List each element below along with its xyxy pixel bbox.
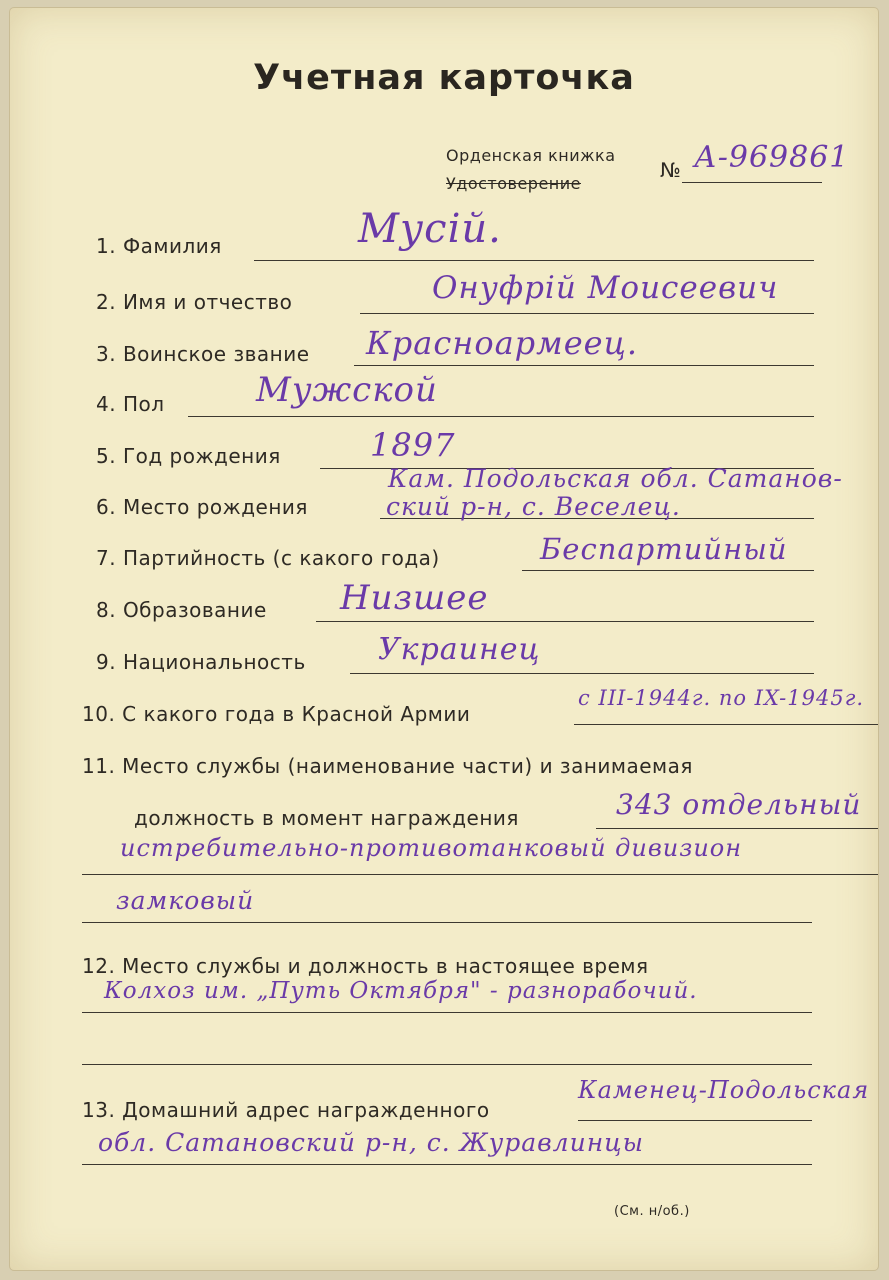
number-underline [682,182,822,183]
field-value-birthplace: Кам. Подольская обл. Сатанов- [388,464,843,493]
field-value-current: Колхоз им. „Путь Октября" - разнорабочий. [104,978,698,1004]
field-line [82,1064,812,1065]
number-sign: № [660,158,682,182]
field-line [596,828,878,829]
field-line [522,570,814,571]
field-value-surname: Мусій. [358,206,502,252]
field-label-birth-year: 5. Год рождения [96,444,281,468]
field-label-nationality: 9. Национальность [96,650,306,674]
field-value-party: Беспартийный [540,532,788,566]
field-value-address: Каменец-Подольская [578,1076,870,1104]
field-value-service-pos: замковый [116,886,255,915]
field-label-birthplace: 6. Место рождения [96,495,308,519]
field-value-army-since: с III-1944г. по IX-1945г. [578,686,864,710]
field-line [354,365,814,366]
order-book-label: Орденская книжка [446,146,616,165]
page-title: Учетная карточка [253,58,635,98]
field-label-sex: 4. Пол [96,392,165,416]
field-line [82,922,812,923]
order-book-number: А-969861 [694,140,850,175]
field-value-service-cont: истребительно-противотанковый дивизион [120,834,743,862]
field-label-party: 7. Партийность (с какого года) [96,546,440,570]
footer-note: (См. н/об.) [614,1204,690,1219]
field-line [188,416,814,417]
field-value-name: Онуфрій Моисеевич [432,270,779,306]
field-value-sex: Мужской [256,370,438,410]
field-label-surname: 1. Фамилия [96,234,222,258]
field-line [578,1120,812,1121]
certificate-label: Удостоверение [446,174,581,193]
field-label-name: 2. Имя и отчество [96,290,293,314]
field-line [350,673,814,674]
field-label-current: 12. Место службы и должность в настоящее время [82,954,649,978]
field-label-service: 11. Место службы (наименование части) и занимаемая [82,754,693,778]
field-label-service-cont: должность в момент награждения [134,806,519,830]
field-line [82,874,878,875]
field-label-address: 13. Домашний адрес награжденного [82,1098,490,1122]
field-value-birthplace-cont: ский р-н, с. Веселец. [386,492,681,521]
field-label-rank: 3. Воинское звание [96,342,310,366]
field-line [82,1012,812,1013]
field-line [574,724,878,725]
field-label-education: 8. Образование [96,598,267,622]
field-label-army-since: 10. С какого года в Красной Армии [82,702,471,726]
field-line [316,621,814,622]
field-value-education: Низшее [340,578,489,618]
field-value-nationality: Украинец [378,632,541,667]
record-card [10,8,878,1270]
field-value-address-cont: обл. Сатановский р-н, с. Журавлинцы [98,1128,644,1157]
field-value-rank: Красноармеец. [366,324,639,362]
field-line [360,313,814,314]
field-value-birth-year: 1897 [370,426,456,464]
field-line [254,260,814,261]
field-line [82,1164,812,1165]
field-value-service: 343 отдельный [616,788,862,821]
